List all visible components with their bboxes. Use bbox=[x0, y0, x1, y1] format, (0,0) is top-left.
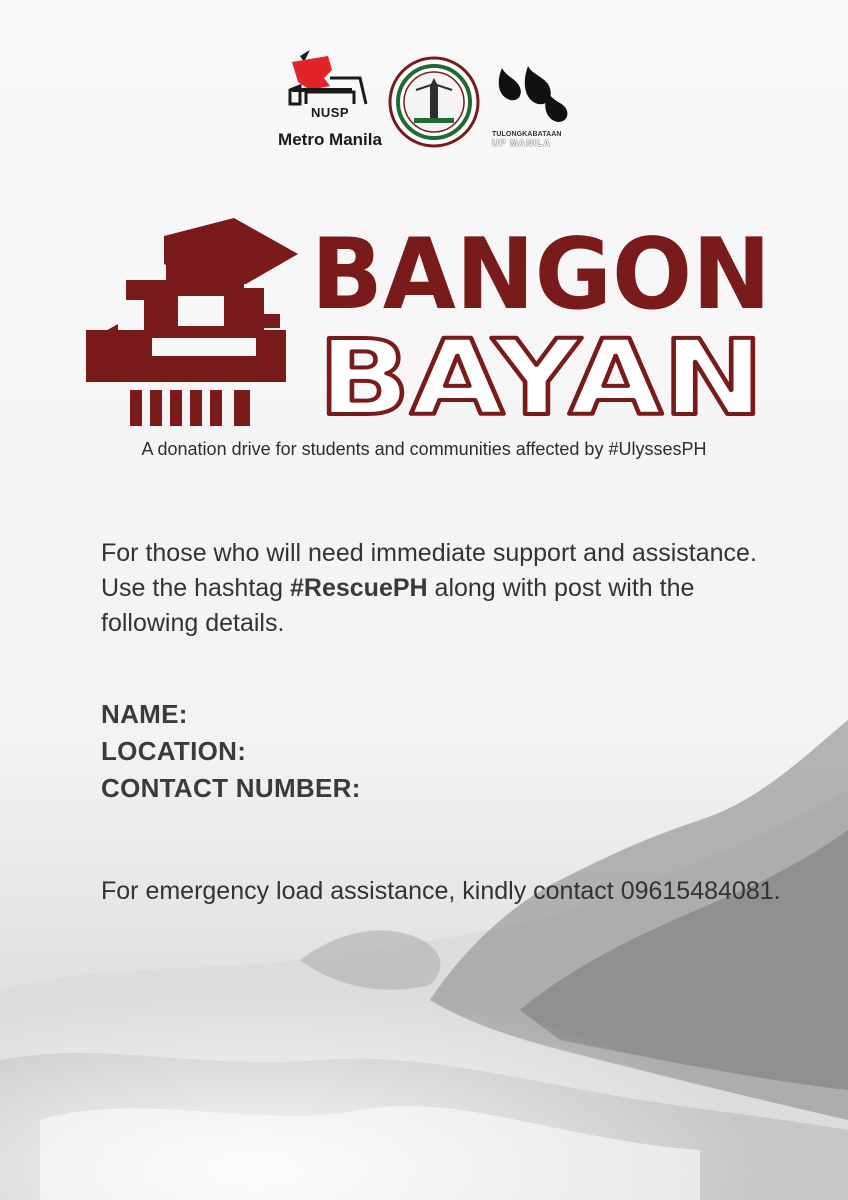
partner-logos bbox=[0, 48, 848, 158]
intro-after: along with post with the following details. bbox=[101, 574, 695, 637]
headline-bayan: BAYAN bbox=[318, 322, 764, 422]
raindrops-logo bbox=[492, 62, 574, 128]
tagline: A donation drive for students and communities affected by #UlyssesPH bbox=[141, 439, 707, 459]
headline-line1 bbox=[306, 220, 776, 320]
university-seal-logo bbox=[388, 56, 480, 148]
headline-line2 bbox=[306, 322, 776, 422]
field-name: NAME: bbox=[101, 699, 188, 729]
details-fields bbox=[101, 696, 601, 807]
intro-before: For those who will need immediate support and assistance. Use the hashtag bbox=[101, 539, 757, 602]
rescue-hashtag: #RescuePH bbox=[290, 574, 428, 602]
nusp-logo bbox=[270, 48, 390, 158]
field-location: LOCATION: bbox=[101, 736, 247, 766]
load-assistance-text: For emergency load assistance, kindly contact 09615484081. bbox=[101, 877, 781, 905]
tk-campus: UP MANILA bbox=[492, 138, 551, 148]
nusp-flag-logo bbox=[270, 48, 390, 108]
nusp-region: Metro Manila bbox=[278, 130, 382, 149]
tulong-kabataan-logo bbox=[492, 62, 574, 152]
field-contact-number: CONTACT NUMBER: bbox=[101, 773, 361, 803]
raised-fist-icon bbox=[86, 218, 306, 428]
nusp-name: NUSP bbox=[310, 105, 350, 120]
intro-paragraph bbox=[101, 536, 781, 641]
headline-bangon: BANGON bbox=[311, 220, 771, 320]
university-seal bbox=[388, 56, 480, 148]
tk-name-light: TULONG bbox=[492, 131, 523, 138]
tk-name-bold: KABATAAN bbox=[522, 131, 562, 138]
